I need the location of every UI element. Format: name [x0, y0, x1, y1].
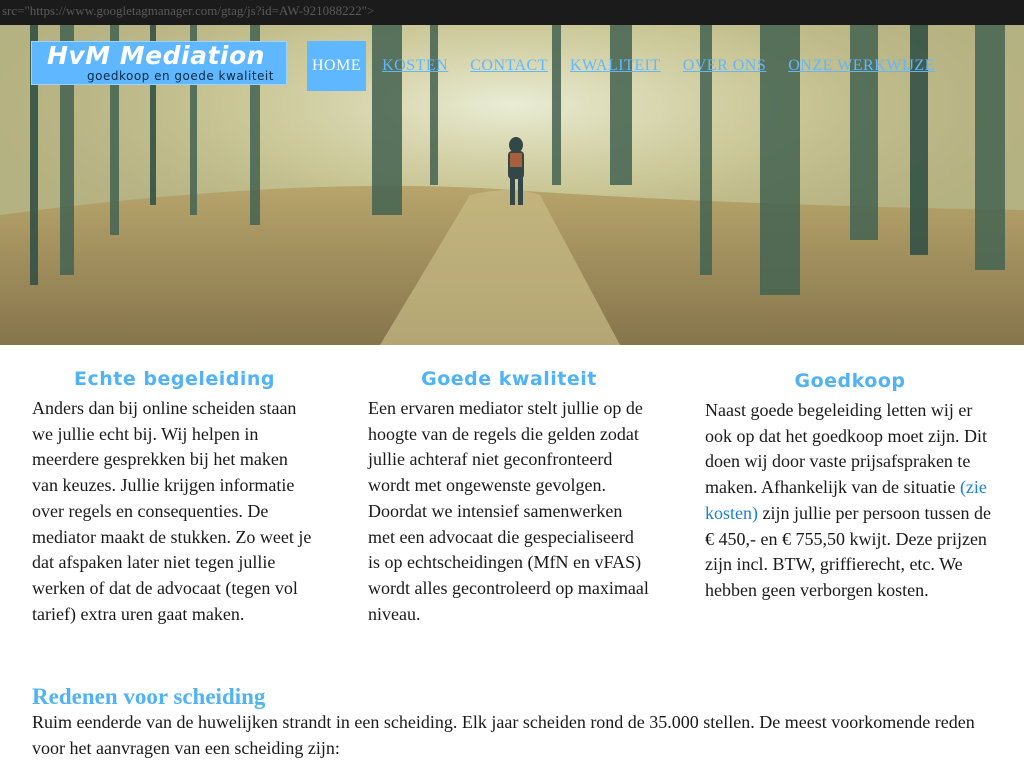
text-part: Naast goede begeleiding letten wij er ook op dat het goedkoop moet zijn. Dit doen wij door vaste prijsafspraken te maken. Afhankelijk van de situatie [705, 400, 987, 498]
column-goede-kwaliteit [368, 368, 650, 627]
section-text: Ruim eenderde van de huwelijken strandt in een scheiding. Elk jaar scheiden rond de 35.000 stellen. De meest voorkomende reden voor het aanvragen van een scheiding zijn: [32, 712, 975, 758]
zie-kosten-link[interactable]: (zie kosten) [705, 477, 987, 523]
column-goedkoop [705, 370, 995, 604]
main-nav [307, 41, 957, 91]
nav-kwaliteit[interactable]: KWALITEIT [570, 57, 661, 74]
section-title: Redenen voor scheiding [32, 684, 266, 709]
nav-over-ons[interactable]: OVER ONS [682, 57, 767, 74]
nav-home[interactable]: HOME [307, 41, 366, 91]
text-part: zijn jullie per persoon tussen de € 450,- en € 755,50 kwijt. Deze prijzen zijn incl. BTW, griffierecht, etc. We hebben geen verborgen kosten. [705, 502, 991, 600]
column-text: Anders dan bij online scheiden staan we jullie echt bij. Wij helpen in meerdere gesprekken bij het maken van keuzes. Jullie krijgen informatie over regels en consequenties. De mediator maakt de stukken. Zo weet je dat afspaken later niet tegen jullie werken of dat de advocaat (tegen vol tarief) extra uren gaat maken. [32, 398, 312, 624]
nav-kosten[interactable]: KOSTEN [382, 57, 449, 74]
column-text: Een ervaren mediator stelt jullie op de hoogte van de regels die gelden zodat jullie achteraf niet geconfronteerd wordt met ongewenste gevolgen. Doordat we intensief samenwerken met een advocaat die gespecialiseerd is op echtscheidingen (MfN en vFAS) wordt alles gecontroleerd op maximaal niveau. [368, 398, 649, 624]
column-title: Echte begeleiding [74, 368, 275, 390]
brand-tagline: goedkoop en goede kwaliteit [87, 69, 274, 83]
column-echte-begeleiding [32, 368, 317, 627]
brand-name: HvM Mediation [47, 41, 265, 70]
brand-logo[interactable] [31, 41, 287, 85]
column-text [705, 398, 995, 604]
nav-contact[interactable]: CONTACT [470, 57, 548, 74]
column-title: Goedkoop [794, 370, 906, 392]
hero-banner [0, 25, 1024, 345]
url-strip: src="https://www.googletagmanager.com/gtag/js?id=AW-921088222"> [0, 0, 1024, 25]
column-title: Goede kwaliteit [421, 368, 597, 390]
nav-onze-werkwijze[interactable]: ONZE WERKWIJZE [788, 57, 935, 74]
